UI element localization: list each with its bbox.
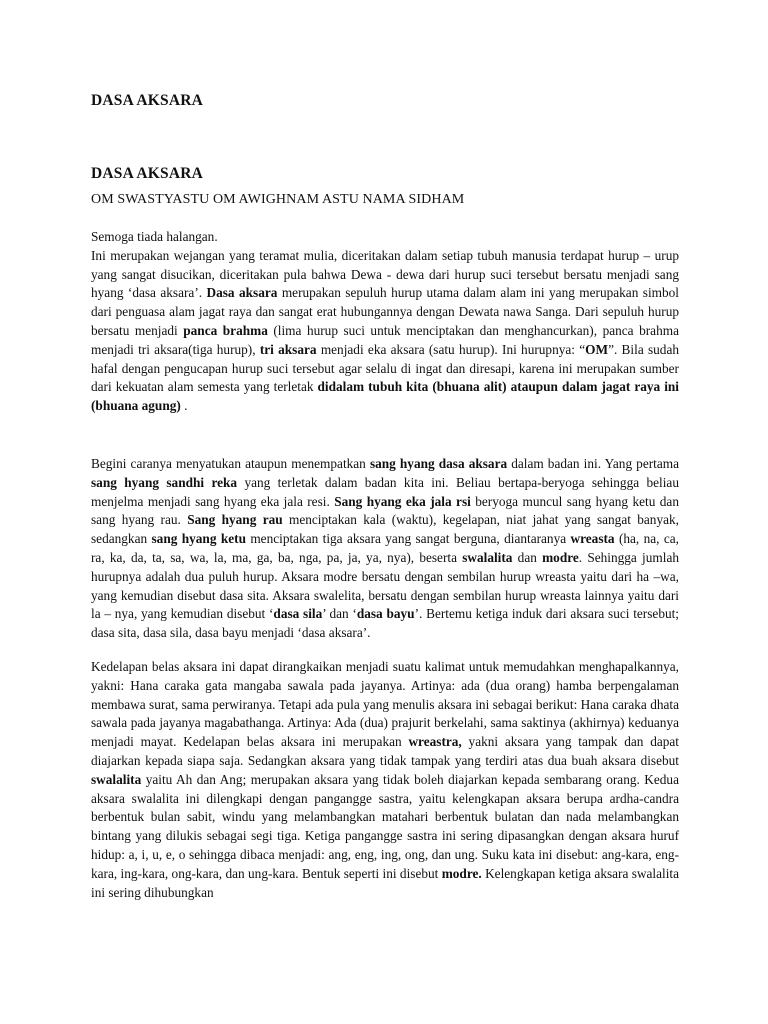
- text-run: merupakan sepuluh hurup utama dalam alam ini yang merupakan simbol dari penguasa alam jagat raya dan sangat erat hubungannya dengan Dewata nawa Sanga. Dari sepuluh hurup bersatu menjadi: [91, 285, 679, 338]
- section-subtitle: OM SWASTYASTU OM AWIGHNAM ASTU NAMA SIDHAM: [91, 192, 465, 207]
- bold-term: wreasta: [570, 531, 615, 547]
- bold-term: sang hyang dasa aksara: [369, 456, 508, 471]
- bold-term: sang hyang ketu: [151, 531, 246, 547]
- bold-term: modre: [542, 549, 579, 565]
- bold-term: tri aksara: [259, 341, 317, 357]
- bold-term: didalam tubuh kita (bhuana alit) ataupun dalam jagat raya ini (bhuana agung): [91, 379, 679, 414]
- bold-term: dasa sila: [273, 606, 323, 622]
- text-run: dan: [512, 549, 543, 565]
- bold-term: OM: [585, 341, 609, 357]
- paragraph-text: [91, 247, 679, 416]
- bold-term: Sang hyang rau: [187, 512, 283, 528]
- text-run: Kedelapan belas aksara ini dapat dirangkaikan menjadi suatu kalimat untuk memudahkan menghapalkannya, yakni: Hana caraka gata mangaba sawala pada jayanya. Artinya: ada (dua orang) hamba berpengalaman membawa surat, sama perwiranya. Tetapi ada pula yang menulis aksara ini sebagai berikut: Hana caraka dhata sawala pada jayanya magabathanga. Artinya: Ada (dua) prajurit berkelahi, sama saktinya (akhirnya) keduanya menjadi mayat. Kedelapan belas aksara ini merupakan: [91, 659, 679, 750]
- bold-term: wreastra,: [408, 734, 462, 750]
- section-heading: DASA AKSARA: [91, 165, 204, 182]
- text-run: ”. Bila sudah hafal dengan pengucapan hurup suci tersebut agar selalu di ingat dan diresapi, karena ini merupakan sumber dari kekuatan alam semesta yang terletak: [91, 341, 680, 395]
- text-run: dalam badan ini. Yang pertama: [507, 456, 680, 471]
- text-run: ’ dan ‘: [322, 606, 357, 622]
- text-run: yaitu Ah dan Ang; merupakan aksara yang tidak boleh diajarkan kepada sembarang orang. Kedua aksara swalalita ini dilengkapi dengan pangangge sastra, yaitu kelengkapan aksara berupa ardha-candra berbentuk bulan sabit, windu yang melambangkan matahari berbentuk bulatan dan nada melambangkan bintang yang dilukis sebagai segi tiga. Ketiga pangangge sastra ini sering dipasangkan dengan aksara huruf hidup: a, i, u, e, o sehingga dibaca menjadi: ang, eng, ing, ong, dan ung. Suku kata ini disebut: ang-kara, eng-kara, ing-kara, ong-kara, dan ung-kara. Bentuk seperti ini disebut: [91, 771, 679, 881]
- text-run: beryoga muncul sang hyang ketu dan sang hyang rau.: [91, 493, 679, 528]
- paragraph-1: [91, 228, 679, 416]
- text-run: Ini merupakan wejangan yang teramat mulia, diceritakan dalam setiap tubuh manusia terdapat hurup – urup yang sangat disucikan, diceritakan pula bahwa Dewa - dewa dari hurup suci tersebut bersatu menjadi sang hyang ‘dasa aksara’.: [91, 247, 679, 301]
- text-run: menjadi eka aksara (satu hurup). Ini hurupnya: “: [316, 341, 586, 357]
- bold-term: swalalita: [462, 549, 513, 565]
- paragraph-intro: Semoga tiada halangan.: [91, 229, 218, 244]
- bold-term: modre.: [441, 865, 482, 881]
- paragraph-2: [91, 455, 679, 643]
- bold-term: swalalita: [91, 771, 142, 787]
- bold-term: dasa bayu: [356, 606, 415, 622]
- text-run: (ha, na, ca, ra, ka, da, ta, sa, wa, la, ma, ga, ba, nga, pa, ja, ya, nya), beserta: [91, 531, 679, 565]
- text-run: yakni aksara yang tampak dan dapat diajarkan kepada siapa saja. Sedangkan aksara yang tidak tampak yang terdiri atas dua buah aksara disebut: [91, 734, 679, 768]
- text-run: . Sehingga jumlah hurupnya adalah dua puluh hurup. Aksara modre bersatu dengan sembilan hurup wreasta yaitu dari ha –wa, yang kemudian disebut dasa sita. Aksara swalelita, bersatu dengan sembilan hurup wreasta lainnya yaitu dari la – nya, yang kemudian disebut ‘: [91, 549, 679, 622]
- bold-term: Sang hyang eka jala rsi: [334, 493, 471, 509]
- paragraph-text: [91, 658, 679, 902]
- text-run: Begini caranya menyatukan ataupun menempatkan: [91, 456, 370, 471]
- paragraph-text: [91, 455, 679, 643]
- text-run: ’. Bertemu ketiga induk dari aksara suci tersebut; dasa sita, dasa sila, dasa bayu menjadi ‘dasa aksara’.: [91, 606, 679, 641]
- bold-term: panca brahma: [183, 322, 268, 338]
- text-run: menciptakan tiga aksara yang sangat berguna, diantaranya: [245, 531, 571, 547]
- text-run: menciptakan kala (waktu), kegelapan, niat jahat yang sangat banyak, sedangkan: [91, 512, 679, 547]
- text-run: .: [180, 398, 188, 414]
- text-run: yang terletak dalam badan kita ini. Beliau bertapa-beryoga sehingga beliau menjelma menjadi sang hyang eka jala resi.: [91, 474, 679, 509]
- bold-term: Dasa aksara: [206, 285, 278, 301]
- bold-term: sang hyang sandhi reka: [91, 474, 238, 490]
- paragraph-3: [91, 658, 679, 902]
- text-run: (lima hurup suci untuk menciptakan dan menghancurkan), panca brahma menjadi tri aksara(tiga hurup),: [91, 322, 679, 357]
- text-run: Kelengkapan ketiga aksara swalalita ini sering dihubungkan: [91, 865, 679, 900]
- document-title: DASA AKSARA: [91, 92, 204, 109]
